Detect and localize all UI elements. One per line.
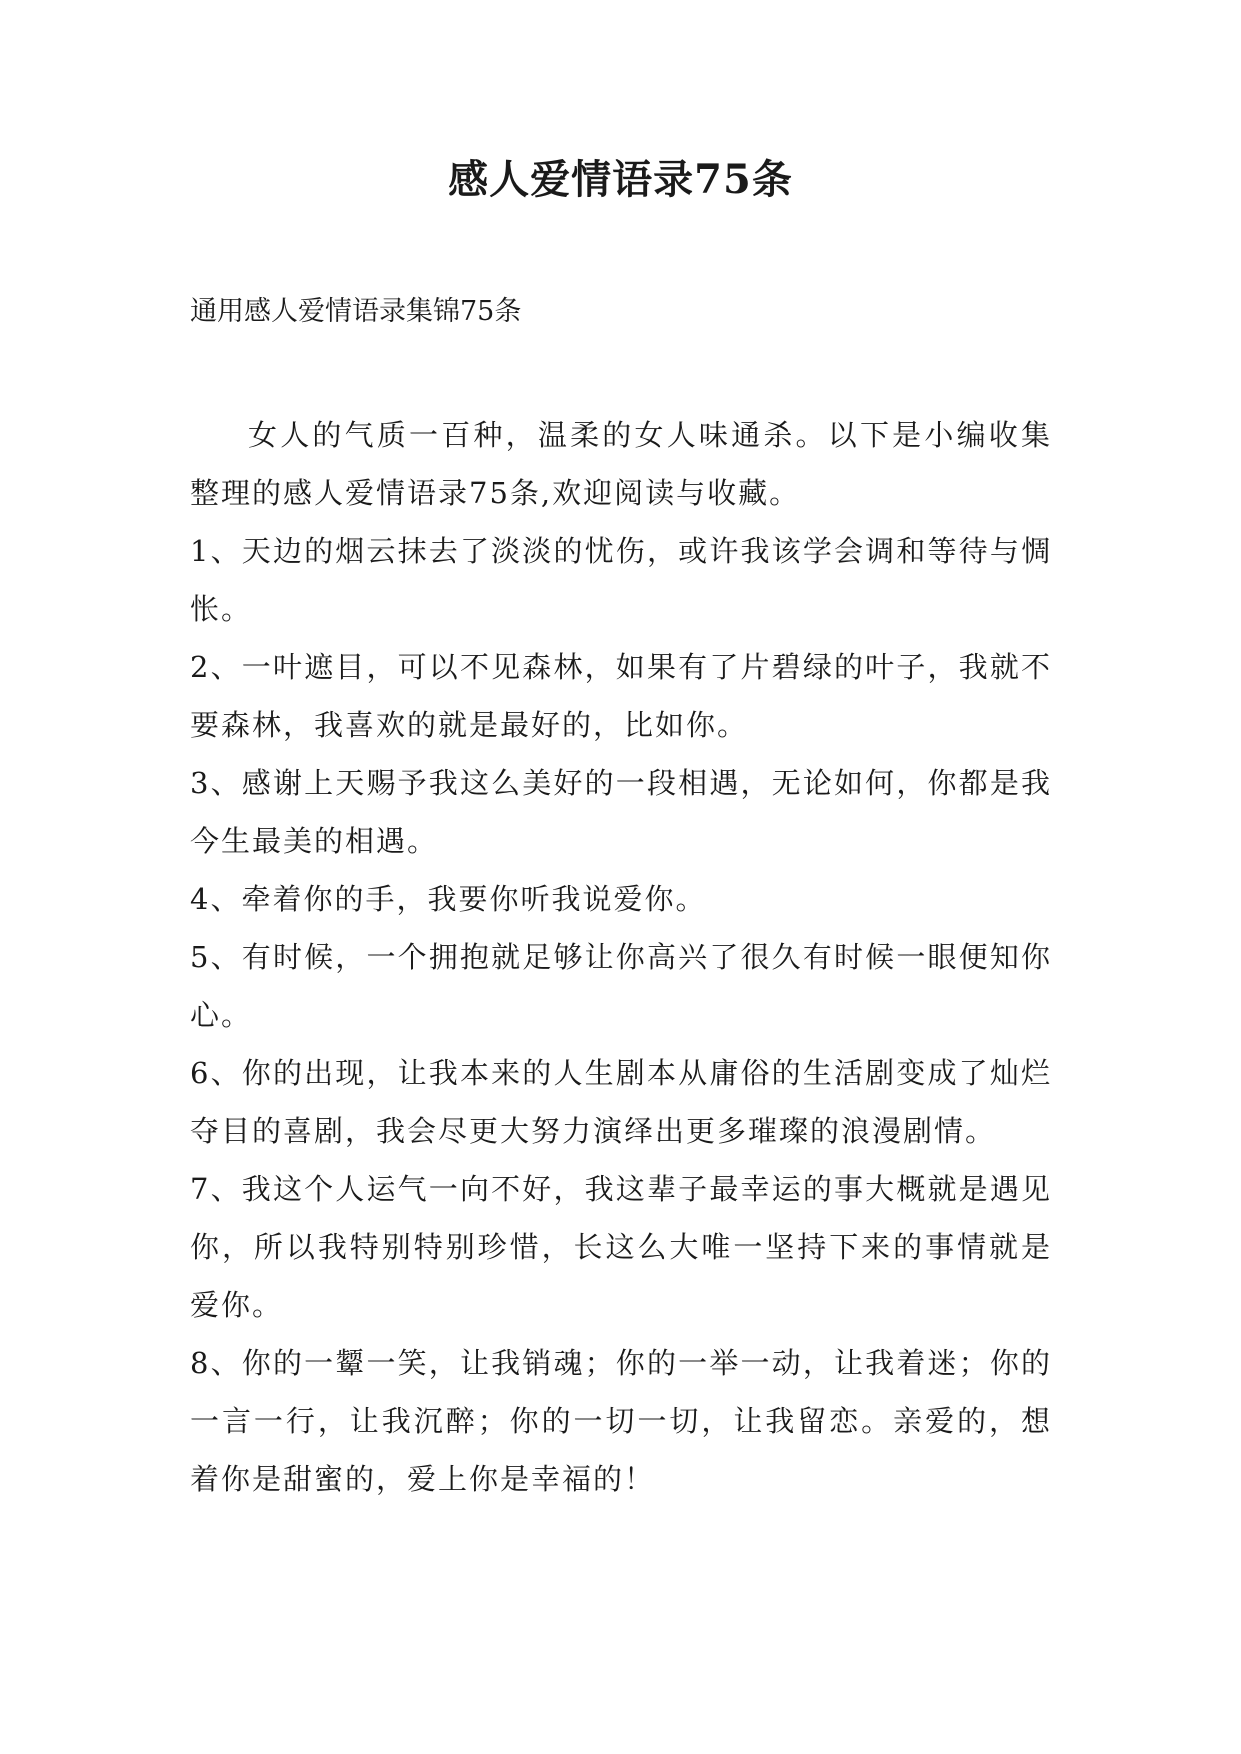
quote-item-1: 1、天边的烟云抹去了淡淡的忧伤，或许我该学会调和等待与惆怅。 [190, 534, 1052, 626]
quote-item-7: 7、我这个人运气一向不好，我这辈子最幸运的事大概就是遇见你，所以我特别特别珍惜，长这么大唯一坚持下来的事情就是爱你。 [190, 1172, 1052, 1322]
page-title: 感人爱情语录75条 [448, 156, 793, 203]
subtitle: 通用感人爱情语录集锦75条 [190, 296, 522, 327]
quote-item-6: 6、你的出现，让我本来的人生剧本从庸俗的生活剧变成了灿烂夺目的喜剧，我会尽更大努力演绎出更多璀璨的浪漫剧情。 [190, 1056, 1052, 1148]
quote-item-3: 3、感谢上天赐予我这么美好的一段相遇，无论如何，你都是我今生最美的相遇。 [190, 766, 1052, 858]
intro-paragraph: 女人的气质一百种，温柔的女人味通杀。以下是小编收集整理的感人爱情语录75条,欢迎阅读与收藏。 [190, 418, 1052, 510]
quote-item-5: 5、有时候，一个拥抱就足够让你高兴了很久有时候一眼便知你心。 [190, 940, 1052, 1032]
quote-item-8: 8、你的一颦一笑，让我销魂；你的一举一动，让我着迷；你的一言一行，让我沉醉；你的一切一切，让我留恋。亲爱的，想着你是甜蜜的，爱上你是幸福的！ [190, 1346, 1052, 1496]
quote-item-4: 4、牵着你的手，我要你听我说爱你。 [190, 882, 707, 916]
quote-item-2: 2、一叶遮目，可以不见森林，如果有了片碧绿的叶子，我就不要森林，我喜欢的就是最好的，比如你。 [190, 650, 1052, 742]
article-body [190, 406, 1052, 1508]
